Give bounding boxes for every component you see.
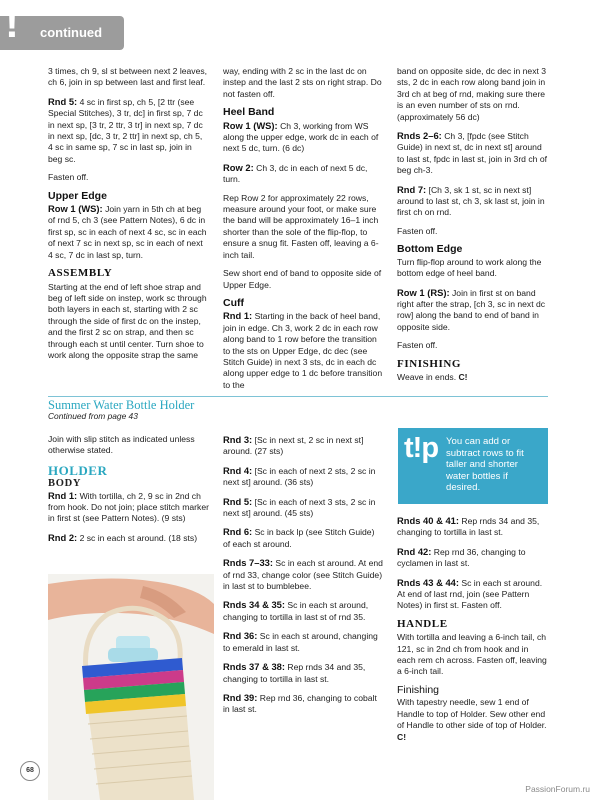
assembly-para: Starting at the end of left shoe strap and beg of left side on instep, work sc through both layers in each st, starting with 2 sc through the side of first dc on the instep, and the first 2 sc on strap, and then sc through each st until center. Turn shoe to work along the opposite strap the same <box>48 281 207 360</box>
watermark: PassionForum.ru <box>525 784 590 794</box>
holder-heading: HOLDER <box>48 462 108 478</box>
holder-round-para: Rnd 3: [Sc in next st, 2 sc in next st] around. (27 sts) <box>223 434 364 457</box>
tip-logo: t!p <box>404 432 439 464</box>
cuff-heading: Cuff <box>223 296 244 309</box>
holder-round-para: Rnds 7–33: Sc in each st around. At end of rnd 33, change color (see Stitch Guide) in last st to bumblebee. <box>223 557 383 592</box>
body-heading: BODY <box>48 478 82 490</box>
page-number: 68 <box>20 761 40 781</box>
finishing-para: With tapestry needle, sew 1 end of Handle to top of Holder. Sew other end of Handle to other side of top of Holder. C! <box>397 697 547 742</box>
bottle-holder-illustration <box>48 574 214 800</box>
end-mark-icon: C! <box>397 731 407 742</box>
holder-round-para: Rnds 34 & 35: Sc in each st around, changing to tortilla in last st of rnd 35. <box>223 599 369 622</box>
holder-rnd2-para: Rnd 2: 2 sc in each st around. (18 sts) <box>48 531 198 543</box>
holder-round-para: Rnd 6: Sc in back lp (see Stitch Guide) of each st around. <box>223 526 375 549</box>
rnds2-6-para: Rnds 2–6: Ch 3, [fpdc (see Stitch Guide) in next st, dc in next st] around to last st, fpdc in last st, join in 3rd ch of beg ch-3. <box>397 130 547 176</box>
continued-label: continued <box>40 25 103 40</box>
holder-col-3 <box>397 515 549 750</box>
rnds43-44-para: Rnds 43 & 44: Sc in each st around. At end of last rnd, join (see Pattern Notes) in first st. Fasten off. <box>397 576 543 611</box>
rnd42-para: Rnd 42: Rep rnd 36, changing to cyclamen in last st. <box>397 545 526 569</box>
bottom-edge-heading: Bottom Edge <box>397 243 463 256</box>
holder-rnd1-para: Rnd 1: With tortilla, ch 2, 9 sc in 2nd ch from hook. Do not join; place stitch marker in first st (see Pattern Notes). (9 sts) <box>48 489 209 524</box>
handle-para: With tortilla and leaving a 6-inch tail, ch 121, sc in 2nd ch from hook and in each rem ch across. Fasten off, leaving a 6-inch tail. <box>397 632 547 677</box>
para-way-ending: way, ending with 2 sc in the last dc on instep and the last 2 sts on right strap. Do not fasten off. <box>223 66 382 99</box>
end-mark-icon: C! <box>458 371 468 382</box>
fasten-off-text-2: Fasten off. <box>397 340 438 351</box>
rnd5-para: Rnd 5: 4 sc in first sp, ch 5, [2 ttr (see Special Stitches), 3 tr, dc] in first sp, 7 dc in next sp, [3 tr, 2 ttr, 3 tr] in next sp, 7 dc in next sp, [dc, 3 tr, 2 ttr] in next sp, ch 5, 4 sc in same sp, 7 sc in last sp, join in beg sc. <box>48 95 203 164</box>
assembly-heading: ASSEMBLY <box>48 267 113 280</box>
section-title: Summer Water Bottle Holder <box>48 398 195 412</box>
para-band-opposite: band on opposite side, dc dec in next 3 sts, 2 dc in each row along band join in 3rd ch at beg of rnd, making sure there is an even number of sts on rnd. (approximately 56 dc) <box>397 66 547 122</box>
rnds40-41-para: Rnds 40 & 41: Rep rnds 34 and 35, changing to tortilla in last st. <box>397 515 540 538</box>
rep-para: Rep Row 2 for approximately 22 rows, measure around your foot, or make sure the band will be approximately 16–1 inch shorter than the sole of the flip-flop, to ensure a snug fit. Fasten off, leaving a 6-inch tail. <box>223 192 379 260</box>
heel-row2-para: Row 2: Ch 3, dc in each of next 5 dc, turn. <box>223 161 368 185</box>
finishing-subheading: Finishing <box>397 683 440 696</box>
sew-para: Sew short end of band to opposite side of Upper Edge. <box>223 268 382 290</box>
water-bottle-holder-photo <box>48 574 214 800</box>
pattern-col-2 <box>223 66 383 398</box>
continued-from: Continued from page 43 <box>48 411 138 422</box>
holder-round-para: Rnds 37 & 38: Rep rnds 34 and 35, changing to tortilla in last st. <box>223 661 366 684</box>
fasten-off-text: Fasten off. <box>48 172 89 183</box>
continued-tab <box>0 0 124 50</box>
holder-round-para: Rnd 5: [Sc in each of next 3 sts, 2 sc in next st] around. (45 sts) <box>223 495 376 519</box>
heel-band-heading: Heel Band <box>223 106 275 119</box>
fasten-off-text: Fasten off. <box>397 225 438 236</box>
weave-para: Weave in ends. C! <box>397 371 468 382</box>
holder-col-1 <box>48 434 210 551</box>
upper-edge-heading: Upper Edge <box>48 189 107 202</box>
pattern-col-3 <box>397 66 549 390</box>
handle-heading: HANDLE <box>397 617 448 630</box>
tip-box <box>398 428 548 504</box>
upper-row1-para: Row 1 (WS): Join yarn in 5th ch at beg of rnd 5, ch 3 (see Pattern Notes), 6 dc in first sp, sc in each of next 4 sc, sc in each of next 7 sc in next sp, sc in each of next 4 sc, 7 dc in last sp, turn. <box>48 203 207 260</box>
bottom-row1-para: Row 1 (RS): Join in first st on band right after the strap, [ch 3, sc in next dc row] along the band to end of band in opposite side. <box>397 286 546 332</box>
section-title-block <box>48 400 378 423</box>
holder-round-para: Rnd 4: [Sc in each of next 2 sts, 2 sc in next st] around. (36 sts) <box>223 464 376 488</box>
heel-row1-para: Row 1 (WS): Ch 3, working from WS along the upper edge, work dc in each of next 5 dc, turn. (6 dc) <box>223 119 379 154</box>
holder-round-para: Rnd 39: Rep rnd 36, changing to cobalt in last st. <box>223 691 377 715</box>
exclamation-icon: ! <box>5 0 19 46</box>
cuff-rnd1-para: Rnd 1: Starting in the back of heel band, join in edge. Ch 3, work 2 dc in each row along band to 1 row before the transition to the sts on Upper Edge, dc dec (see Stitch Guide) in next 3 sts, dc in each dc along upper edge to 1 dc before transition to the <box>223 310 383 390</box>
tip-text: You can add or subtract rows to fit taller and shorter water bottles if desired. <box>446 436 524 494</box>
section-divider <box>48 396 548 397</box>
holder-round-para: Rnd 36: Sc in each st around, changing to emerald in last st. <box>223 630 378 653</box>
finishing-heading: FINISHING <box>397 357 462 370</box>
pattern-col-1 <box>48 66 208 368</box>
rnd7-para: Rnd 7: [Ch 3, sk 1 st, sc in next st] around to last st, ch 3, sk last st, join in first ch on rnd. <box>397 183 545 218</box>
bottom-edge-para: Turn flip-flop around to work along the bottom edge of heel band. <box>397 256 542 279</box>
holder-col-2 <box>223 434 383 723</box>
join-note: Join with slip stitch as indicated unless otherwise stated. <box>48 434 195 456</box>
para-leaves: 3 times, ch 9, sl st between next 2 leaves, ch 6, join in sp between last and first leaf. <box>48 66 208 88</box>
